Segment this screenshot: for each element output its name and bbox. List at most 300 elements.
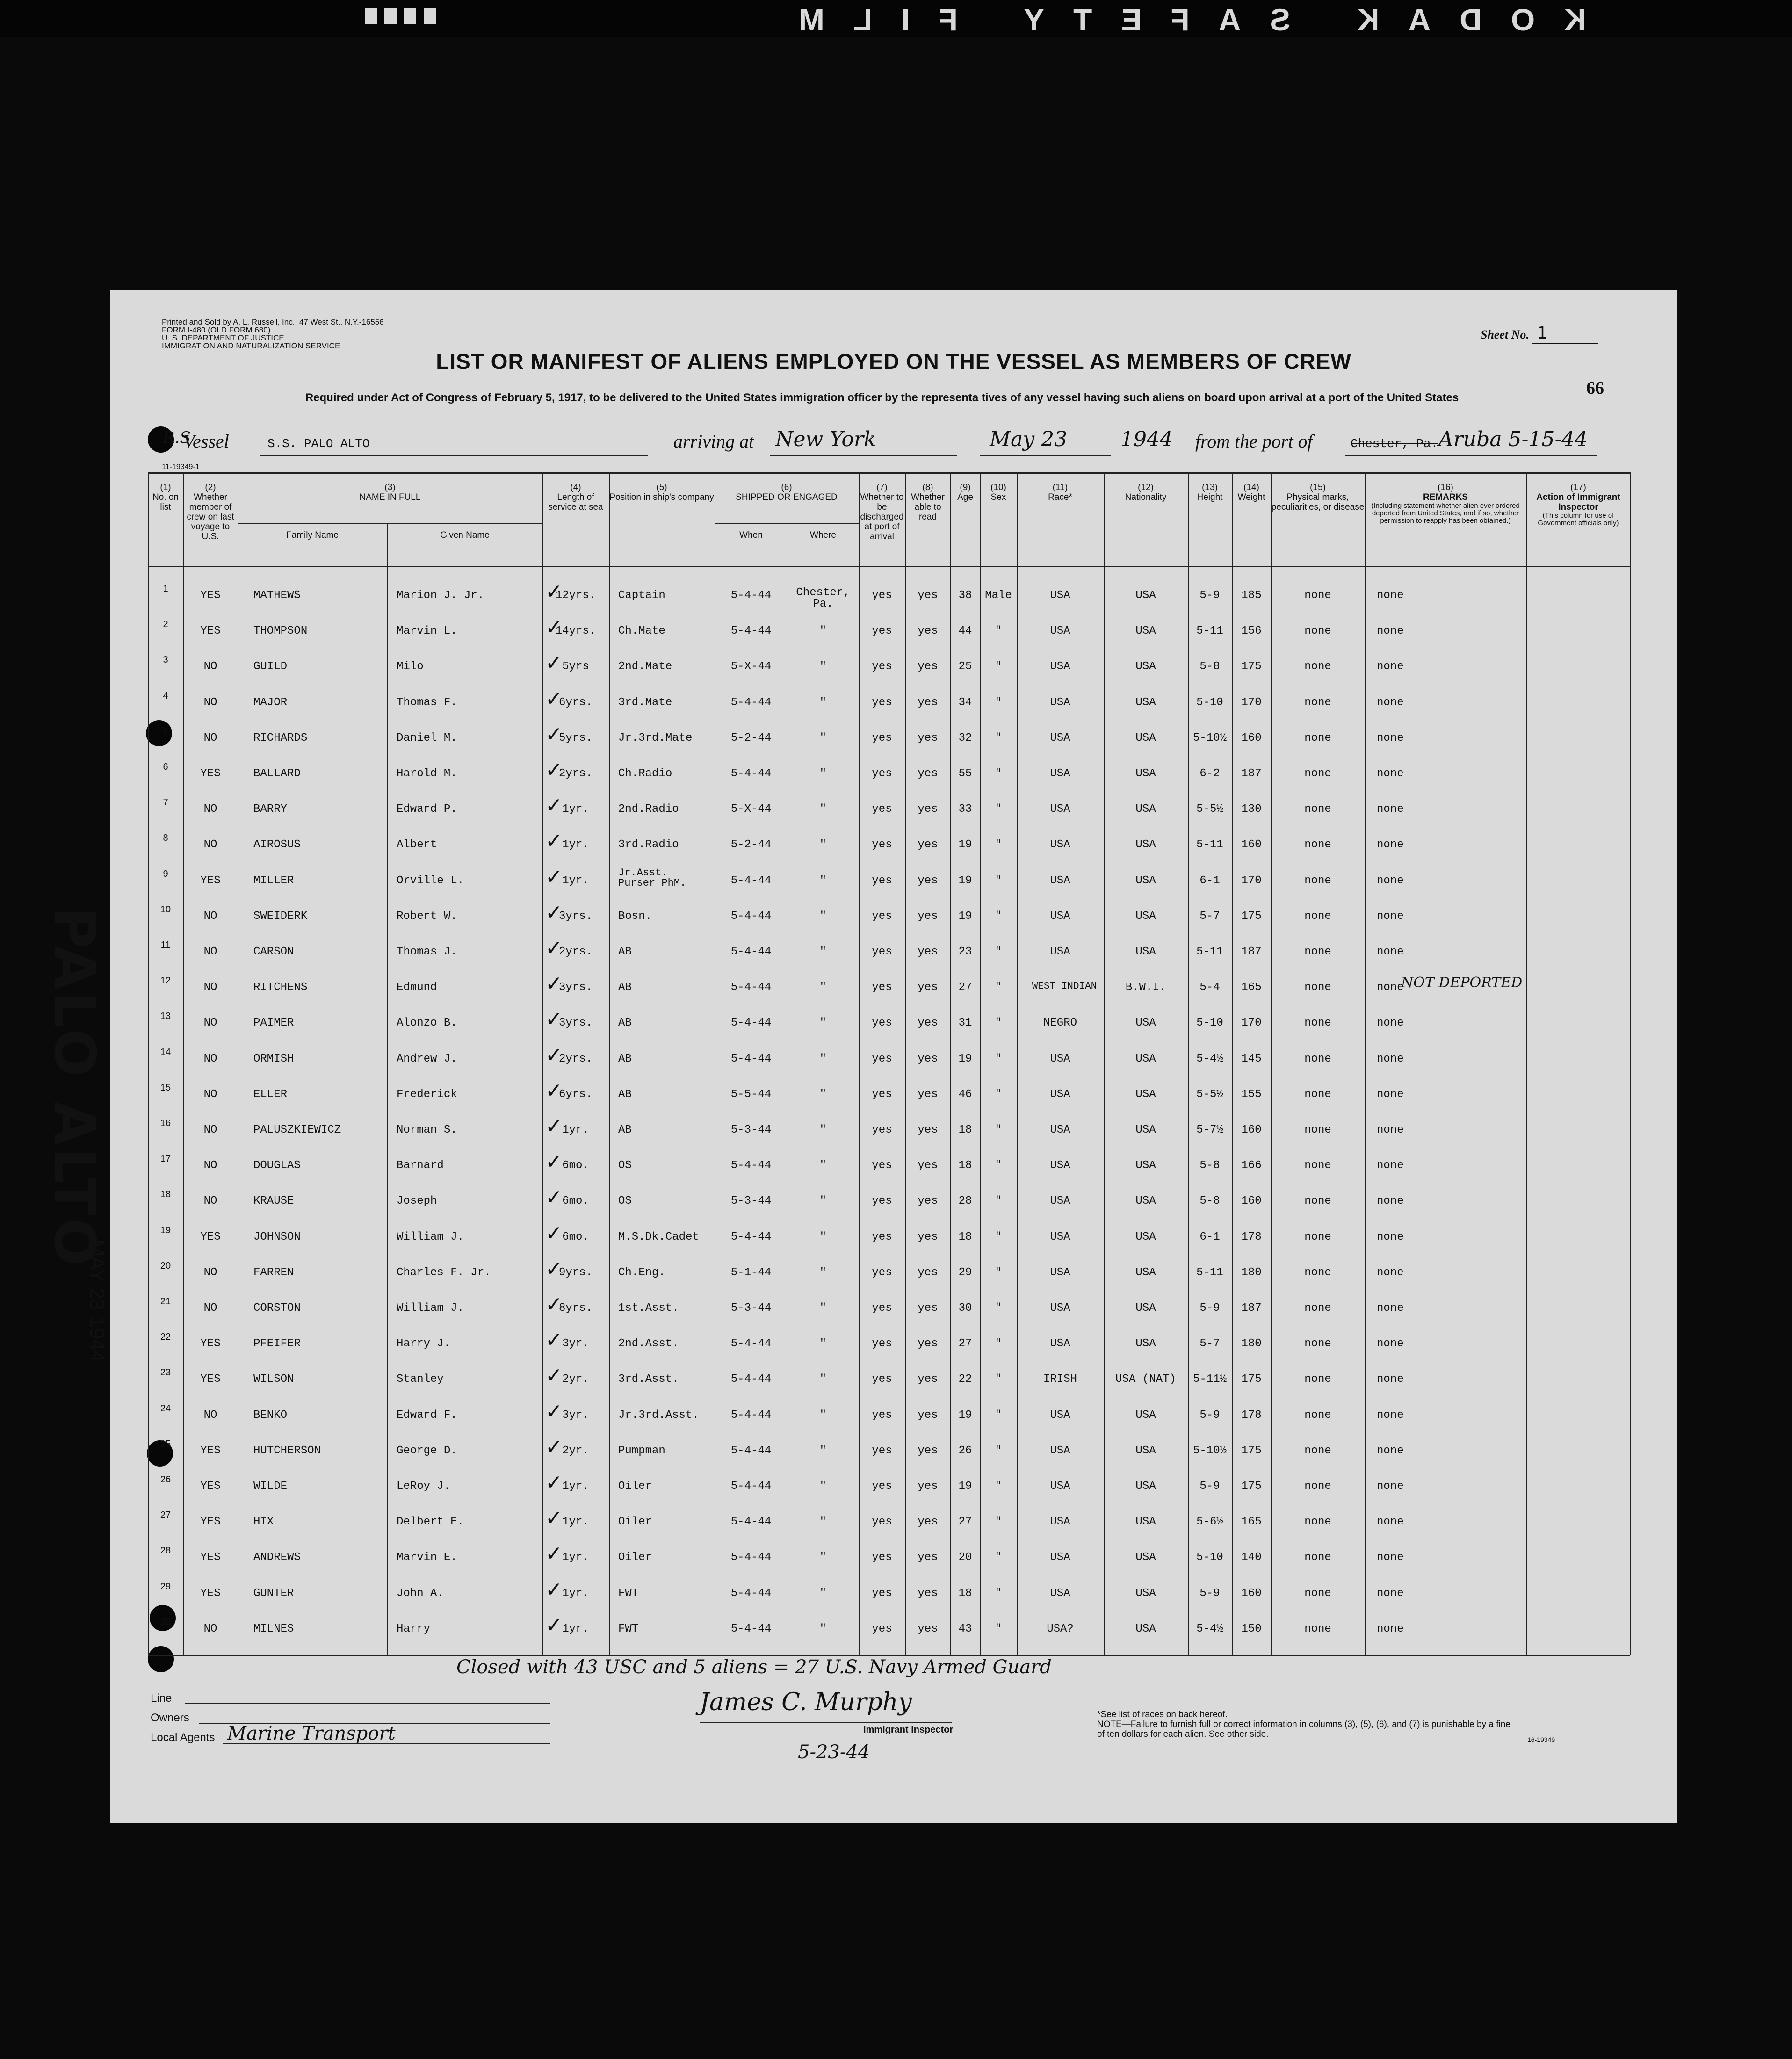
given-name-cell: Albert bbox=[397, 838, 437, 852]
race-cell: USA bbox=[1050, 1337, 1070, 1351]
shipped-when-cell: 5-4-44 bbox=[730, 1337, 772, 1351]
weight-cell: 160 bbox=[1241, 838, 1262, 852]
check-mark-icon: ✓ bbox=[545, 1577, 563, 1602]
discharged-cell: yes bbox=[872, 910, 892, 923]
nationality-cell: USA bbox=[1135, 874, 1156, 887]
age-cell: 26 bbox=[958, 1444, 972, 1457]
age-cell: 32 bbox=[958, 731, 972, 744]
family-name-cell: GUNTER bbox=[253, 1587, 294, 1600]
age-cell: 25 bbox=[958, 660, 972, 673]
discharged-cell: yes bbox=[872, 1266, 892, 1279]
sex-cell: " bbox=[995, 696, 1002, 709]
remarks-cell: none bbox=[1377, 1017, 1404, 1030]
row-number-cell: 23 bbox=[160, 1367, 171, 1378]
position-cell: Captain bbox=[618, 589, 665, 602]
row-number-cell: 21 bbox=[160, 1296, 171, 1307]
nationality-cell: USA bbox=[1135, 696, 1156, 709]
row-number-cell: 28 bbox=[160, 1546, 171, 1556]
height-cell: 5-10½ bbox=[1192, 731, 1227, 744]
discharged-cell: yes bbox=[872, 981, 892, 994]
footnote-block bbox=[1097, 1710, 1518, 1739]
discharged-cell: yes bbox=[872, 767, 892, 780]
discharged-cell: yes bbox=[872, 1230, 892, 1243]
remarks-cell: none bbox=[1377, 625, 1404, 638]
weight-cell: 175 bbox=[1241, 1444, 1262, 1457]
discharged-cell: yes bbox=[872, 1337, 892, 1351]
position-cell: AB bbox=[618, 1088, 632, 1101]
sex-cell: " bbox=[995, 731, 1002, 744]
age-cell: 33 bbox=[958, 803, 972, 816]
weight-cell: 160 bbox=[1241, 1587, 1262, 1600]
discharged-cell: yes bbox=[872, 874, 892, 887]
age-cell: 27 bbox=[958, 981, 972, 994]
weight-cell: 140 bbox=[1241, 1551, 1262, 1564]
position-cell: Jr.3rd.Mate bbox=[618, 731, 693, 744]
height-cell: 6-1 bbox=[1199, 1230, 1220, 1243]
given-name-cell: Thomas F. bbox=[397, 696, 457, 709]
shipped-where-cell: " bbox=[819, 660, 827, 673]
able-to-read-cell: yes bbox=[918, 1587, 938, 1600]
able-to-read-cell: yes bbox=[918, 1195, 938, 1208]
race-cell: USA bbox=[1050, 1444, 1070, 1457]
position-cell: AB bbox=[618, 981, 632, 994]
row-number-cell: 2 bbox=[163, 619, 168, 630]
last-voyage-cell: NO bbox=[203, 910, 217, 923]
shipped-where-cell: Chester, Pa. bbox=[796, 586, 850, 610]
physical-marks-cell: none bbox=[1304, 731, 1331, 744]
film-edge-text: KODAK SAFETY FILM bbox=[770, 2, 1586, 37]
service-length-cell: 1yr. bbox=[562, 1516, 589, 1529]
able-to-read-cell: yes bbox=[918, 1516, 938, 1529]
able-to-read-cell: yes bbox=[918, 1551, 938, 1564]
inspector-signature: James C. Murphy bbox=[700, 1688, 912, 1716]
signed-date: 5-23-44 bbox=[798, 1741, 870, 1763]
position-cell: Oiler bbox=[618, 1551, 652, 1564]
race-cell: USA bbox=[1050, 1587, 1070, 1600]
service-length-cell: 8yrs. bbox=[558, 1302, 593, 1315]
last-voyage-cell: NO bbox=[203, 731, 217, 744]
service-length-cell: 5yrs. bbox=[558, 731, 593, 744]
row-number-cell: 20 bbox=[160, 1260, 171, 1271]
service-length-cell: 2yrs. bbox=[558, 946, 593, 958]
race-cell: USA bbox=[1050, 1480, 1070, 1493]
local-agents-value: Marine Transport bbox=[227, 1723, 396, 1744]
sex-cell: " bbox=[995, 803, 1002, 816]
row-number-cell: 30 bbox=[160, 1617, 171, 1627]
nationality-cell: USA bbox=[1135, 1516, 1156, 1529]
check-mark-icon: ✓ bbox=[545, 1435, 563, 1459]
race-cell: IRISH bbox=[1043, 1373, 1077, 1386]
row-number-cell: 15 bbox=[160, 1082, 171, 1093]
sex-cell: " bbox=[995, 1444, 1002, 1457]
remarks-cell: none bbox=[1377, 1195, 1404, 1208]
position-cell: Jr.3rd.Asst. bbox=[618, 1409, 699, 1422]
shipped-where-cell: " bbox=[819, 625, 827, 638]
shipped-when-cell: 5-4-44 bbox=[730, 1159, 772, 1172]
col6-where-header: Where bbox=[810, 530, 836, 540]
physical-marks-cell: none bbox=[1304, 1409, 1331, 1422]
shipped-where-cell: " bbox=[819, 1159, 827, 1172]
shipped-where-cell: " bbox=[819, 981, 827, 994]
race-cell: USA bbox=[1050, 1230, 1070, 1243]
closing-note: Closed with 43 USC and 5 aliens = 27 U.S. Navy Armed Guard bbox=[456, 1656, 1052, 1678]
age-cell: 34 bbox=[958, 696, 972, 709]
shipped-when-cell: 5-4-44 bbox=[730, 1444, 772, 1457]
col3-given-header: Given Name bbox=[440, 530, 490, 540]
discharged-cell: yes bbox=[872, 946, 892, 958]
penalty-note: NOTE—Failure to furnish full or correct information in columns (3), (5), (6), and (7) is punishable by a fine of ten dollars for each alien. See other side. bbox=[1097, 1719, 1510, 1739]
vessel-name: S.S. PALO ALTO bbox=[267, 437, 370, 451]
shipped-where-cell: " bbox=[819, 910, 827, 923]
shipped-when-cell: 5-4-44 bbox=[730, 981, 772, 994]
given-name-cell: Barnard bbox=[397, 1159, 444, 1172]
service-length-cell: 12yrs. bbox=[555, 589, 596, 602]
race-cell: USA bbox=[1050, 1409, 1070, 1422]
remarks-cell: none bbox=[1377, 660, 1404, 673]
shipped-when-cell: 5-4-44 bbox=[730, 946, 772, 958]
age-cell: 31 bbox=[958, 1017, 972, 1030]
service-length-cell: 6yrs. bbox=[558, 1088, 593, 1101]
race-cell: USA bbox=[1050, 910, 1070, 923]
weight-cell: 145 bbox=[1241, 1052, 1262, 1065]
check-mark-icon: ✓ bbox=[545, 1506, 563, 1531]
position-cell: AB bbox=[618, 1124, 632, 1136]
weight-cell: 150 bbox=[1241, 1622, 1262, 1635]
position-cell: AB bbox=[618, 1052, 632, 1065]
weight-cell: 180 bbox=[1241, 1266, 1262, 1279]
remarks-cell: none bbox=[1377, 1266, 1404, 1279]
age-cell: 43 bbox=[958, 1622, 972, 1635]
given-name-cell: Joseph bbox=[397, 1195, 437, 1208]
sex-cell: Male bbox=[985, 589, 1012, 602]
row-number-cell: 10 bbox=[160, 904, 171, 915]
race-cell: USA? bbox=[1047, 1622, 1074, 1635]
able-to-read-cell: yes bbox=[918, 1480, 938, 1493]
check-mark-icon: ✓ bbox=[545, 900, 563, 925]
weight-cell: 175 bbox=[1241, 910, 1262, 923]
service-length-cell: 1yr. bbox=[562, 1551, 589, 1564]
shipped-when-cell: 5-X-44 bbox=[730, 660, 772, 673]
col10-header: (10) Sex bbox=[990, 483, 1006, 502]
shipped-where-cell: " bbox=[819, 1480, 827, 1493]
shipped-when-cell: 5-4-44 bbox=[730, 1587, 772, 1600]
row-number-cell: 11 bbox=[160, 940, 171, 950]
able-to-read-cell: yes bbox=[918, 1088, 938, 1101]
remarks-cell: none bbox=[1377, 1622, 1404, 1635]
service-length-cell: 1yr. bbox=[562, 838, 589, 852]
service-length-cell: 1yr. bbox=[562, 1587, 589, 1600]
service-length-cell: 2yrs. bbox=[558, 767, 593, 780]
row-number-cell: 25 bbox=[160, 1438, 171, 1449]
height-cell: 5-7½ bbox=[1196, 1124, 1223, 1136]
service-length-cell: 9yrs. bbox=[558, 1266, 593, 1279]
film-marks bbox=[365, 8, 436, 24]
shipped-where-cell: " bbox=[819, 1444, 827, 1457]
physical-marks-cell: none bbox=[1304, 838, 1331, 852]
shipped-when-cell: 5-1-44 bbox=[730, 1266, 772, 1279]
shipped-when-cell: 5-3-44 bbox=[730, 1124, 772, 1136]
sex-cell: " bbox=[995, 1052, 1002, 1065]
weight-cell: 187 bbox=[1241, 767, 1262, 780]
position-cell: 2nd.Radio bbox=[618, 803, 679, 816]
shipped-where-cell: " bbox=[819, 1551, 827, 1564]
last-voyage-cell: NO bbox=[203, 946, 217, 958]
weight-cell: 170 bbox=[1241, 696, 1262, 709]
discharged-cell: yes bbox=[872, 1587, 892, 1600]
given-name-cell: William J. bbox=[397, 1230, 464, 1243]
discharged-cell: yes bbox=[872, 1124, 892, 1136]
last-voyage-cell: NO bbox=[203, 838, 217, 852]
from-port-struck: Chester, Pa. bbox=[1351, 437, 1438, 451]
service-length-cell: 3yrs. bbox=[558, 910, 593, 923]
age-cell: 19 bbox=[958, 874, 972, 887]
sex-cell: " bbox=[995, 1480, 1002, 1493]
remarks-cell: none bbox=[1377, 838, 1404, 852]
shipped-when-cell: 5-3-44 bbox=[730, 1195, 772, 1208]
remarks-cell: none bbox=[1377, 1516, 1404, 1529]
remarks-cell: none bbox=[1377, 1444, 1404, 1457]
page-annotation: 66 bbox=[1586, 378, 1604, 398]
discharged-cell: yes bbox=[872, 1088, 892, 1101]
position-cell: Ch.Mate bbox=[618, 625, 665, 638]
service-length-cell: 2yrs. bbox=[558, 1052, 593, 1065]
shipped-when-cell: 5-4-44 bbox=[730, 767, 772, 780]
weight-cell: 160 bbox=[1241, 1195, 1262, 1208]
arriving-port: New York bbox=[775, 427, 876, 451]
age-cell: 18 bbox=[958, 1124, 972, 1136]
check-mark-icon: ✓ bbox=[545, 1043, 563, 1067]
service-length-cell: 3yrs. bbox=[558, 1017, 593, 1030]
height-cell: 6-1 bbox=[1199, 874, 1220, 887]
given-name-cell: Stanley bbox=[397, 1373, 444, 1386]
sex-cell: " bbox=[995, 1373, 1002, 1386]
able-to-read-cell: yes bbox=[918, 1337, 938, 1351]
remarks-cell: none bbox=[1377, 731, 1404, 744]
last-voyage-cell: NO bbox=[203, 1409, 217, 1422]
race-cell: USA bbox=[1050, 1195, 1070, 1208]
shipped-where-cell: " bbox=[819, 1230, 827, 1243]
race-cell: USA bbox=[1050, 838, 1070, 852]
check-mark-icon: ✓ bbox=[545, 615, 563, 640]
sheet-label: Sheet No. bbox=[1481, 328, 1529, 341]
family-name-cell: WILSON bbox=[253, 1373, 294, 1386]
sex-cell: " bbox=[995, 1266, 1002, 1279]
last-voyage-cell: YES bbox=[200, 1587, 221, 1600]
given-name-cell: Alonzo B. bbox=[397, 1017, 457, 1030]
sheet-value: 1 bbox=[1532, 324, 1598, 344]
shipped-when-cell: 5-4-44 bbox=[730, 1373, 772, 1386]
vessel-line bbox=[157, 427, 1630, 458]
last-voyage-cell: YES bbox=[200, 874, 221, 887]
shipped-when-cell: 5-4-44 bbox=[730, 1409, 772, 1422]
service-length-cell: 3yr. bbox=[562, 1337, 589, 1351]
side-date-label: MAY 23 1944 bbox=[86, 1239, 108, 1362]
inspector-action-cell: NOT DEPORTED bbox=[1401, 975, 1523, 991]
shipped-when-cell: 5-5-44 bbox=[730, 1088, 772, 1101]
last-voyage-cell: NO bbox=[203, 1195, 217, 1208]
service-length-cell: 3yr. bbox=[562, 1409, 589, 1422]
check-mark-icon: ✓ bbox=[545, 686, 563, 711]
shipped-when-cell: 5-2-44 bbox=[730, 731, 772, 744]
given-name-cell: Harry bbox=[397, 1622, 431, 1635]
nationality-cell: USA bbox=[1135, 1444, 1156, 1457]
side-vessel-label: PALO ALTO bbox=[42, 907, 107, 1269]
shipped-where-cell: " bbox=[819, 1516, 827, 1529]
height-cell: 5-10½ bbox=[1192, 1444, 1227, 1457]
check-mark-icon: ✓ bbox=[545, 1114, 563, 1138]
discharged-cell: yes bbox=[872, 1480, 892, 1493]
age-cell: 18 bbox=[958, 1587, 972, 1600]
age-cell: 19 bbox=[958, 1409, 972, 1422]
family-name-cell: MAJOR bbox=[253, 696, 288, 709]
last-voyage-cell: YES bbox=[200, 1230, 221, 1243]
given-name-cell: Daniel M. bbox=[397, 731, 457, 744]
check-mark-icon: ✓ bbox=[545, 972, 563, 996]
last-voyage-cell: YES bbox=[200, 625, 221, 638]
physical-marks-cell: none bbox=[1304, 1266, 1331, 1279]
given-name-cell: LeRoy J. bbox=[397, 1480, 451, 1493]
col15-header: (15) Physical marks, peculiarities, or disease bbox=[1271, 483, 1365, 512]
able-to-read-cell: yes bbox=[918, 696, 938, 709]
service-length-cell: 1yr. bbox=[562, 1124, 589, 1136]
position-cell: Oiler bbox=[618, 1516, 652, 1529]
col7-header: (7) Whether to be discharged at port of arrival bbox=[860, 483, 904, 542]
position-cell: OS bbox=[618, 1195, 632, 1208]
row-number-cell: 22 bbox=[160, 1332, 171, 1343]
physical-marks-cell: none bbox=[1304, 946, 1331, 958]
height-cell: 5-6½ bbox=[1196, 1516, 1223, 1529]
check-mark-icon: ✓ bbox=[545, 1185, 563, 1210]
given-name-cell: Thomas J. bbox=[397, 946, 457, 958]
last-voyage-cell: NO bbox=[203, 1124, 217, 1136]
remarks-cell: none bbox=[1377, 1230, 1404, 1243]
height-cell: 5-5½ bbox=[1196, 1088, 1223, 1101]
shipped-where-cell: " bbox=[819, 1373, 827, 1386]
given-name-cell: Norman S. bbox=[397, 1124, 457, 1136]
row-number-cell: 19 bbox=[160, 1225, 171, 1235]
shipped-when-cell: 5-4-44 bbox=[730, 1230, 772, 1243]
height-cell: 5-11 bbox=[1196, 946, 1223, 958]
service-length-cell: 5yrs bbox=[562, 660, 589, 673]
age-cell: 23 bbox=[958, 946, 972, 958]
sex-cell: " bbox=[995, 1409, 1002, 1422]
physical-marks-cell: none bbox=[1304, 981, 1331, 994]
given-name-cell: Charles F. Jr. bbox=[397, 1266, 491, 1279]
discharged-cell: yes bbox=[872, 625, 892, 638]
sex-cell: " bbox=[995, 874, 1002, 887]
family-name-cell: KRAUSE bbox=[253, 1195, 294, 1208]
nationality-cell: USA bbox=[1135, 1551, 1156, 1564]
discharged-cell: yes bbox=[872, 1516, 892, 1529]
row-number-cell: 17 bbox=[160, 1154, 171, 1164]
row-number-cell: 9 bbox=[163, 868, 168, 879]
position-cell: FWT bbox=[618, 1587, 639, 1600]
race-cell: USA bbox=[1050, 874, 1070, 887]
check-mark-icon: ✓ bbox=[545, 1257, 563, 1281]
race-cell: USA bbox=[1050, 1159, 1070, 1172]
weight-cell: 156 bbox=[1241, 625, 1262, 638]
age-cell: 28 bbox=[958, 1195, 972, 1208]
remarks-cell: none bbox=[1377, 1159, 1404, 1172]
given-name-cell: Frederick bbox=[397, 1088, 457, 1101]
given-name-cell: Marvin E. bbox=[397, 1551, 457, 1564]
height-cell: 5-5½ bbox=[1196, 803, 1223, 816]
shipped-when-cell: 5-4-44 bbox=[730, 1551, 772, 1564]
service-length-cell: 1yr. bbox=[562, 803, 589, 816]
position-cell: 1st.Asst. bbox=[618, 1302, 679, 1315]
arrival-date: May 23 bbox=[990, 427, 1068, 451]
service-length-cell: 3yrs. bbox=[558, 981, 593, 994]
nationality-cell: USA bbox=[1135, 910, 1156, 923]
discharged-cell: yes bbox=[872, 838, 892, 852]
shipped-where-cell: " bbox=[819, 1088, 827, 1101]
family-name-cell: ORMISH bbox=[253, 1052, 294, 1065]
family-name-cell: PALUSZKIEWICZ bbox=[253, 1124, 341, 1136]
check-mark-icon: ✓ bbox=[545, 829, 563, 853]
height-cell: 5-11 bbox=[1196, 1266, 1223, 1279]
remarks-cell: none bbox=[1377, 767, 1404, 780]
sex-cell: " bbox=[995, 1337, 1002, 1351]
last-voyage-cell: YES bbox=[200, 1480, 221, 1493]
discharged-cell: yes bbox=[872, 731, 892, 744]
family-name-cell: ELLER bbox=[253, 1088, 288, 1101]
shipped-when-cell: 5-4-44 bbox=[730, 625, 772, 638]
physical-marks-cell: none bbox=[1304, 803, 1331, 816]
given-name-cell: Milo bbox=[397, 660, 424, 673]
given-name-cell: Robert W. bbox=[397, 910, 457, 923]
given-name-cell: Harry J. bbox=[397, 1337, 451, 1351]
check-mark-icon: ✓ bbox=[545, 722, 563, 746]
check-mark-icon: ✓ bbox=[545, 1613, 563, 1637]
check-mark-icon: ✓ bbox=[545, 1364, 563, 1388]
row-number-cell: 12 bbox=[160, 975, 171, 986]
height-cell: 5-9 bbox=[1199, 1587, 1220, 1600]
height-cell: 5-7 bbox=[1199, 910, 1220, 923]
physical-marks-cell: none bbox=[1304, 1159, 1331, 1172]
height-cell: 5-4½ bbox=[1196, 1622, 1223, 1635]
position-cell: 3rd.Asst. bbox=[618, 1373, 679, 1386]
col1-header: (1) No. on list bbox=[152, 483, 179, 512]
remarks-cell: none bbox=[1377, 981, 1404, 994]
physical-marks-cell: none bbox=[1304, 1337, 1331, 1351]
row-number-cell: 18 bbox=[160, 1189, 171, 1200]
check-mark-icon: ✓ bbox=[545, 1078, 563, 1103]
sex-cell: " bbox=[995, 1302, 1002, 1315]
sex-cell: " bbox=[995, 981, 1002, 994]
able-to-read-cell: yes bbox=[918, 1622, 938, 1635]
age-cell: 19 bbox=[958, 1052, 972, 1065]
row-number-cell: 4 bbox=[163, 690, 168, 701]
sex-cell: " bbox=[995, 1195, 1002, 1208]
weight-cell: 180 bbox=[1241, 1337, 1262, 1351]
page-title: LIST OR MANIFEST OF ALIENS EMPLOYED ON THE VESSEL AS MEMBERS OF CREW bbox=[436, 349, 1351, 374]
owners-label: Owners bbox=[151, 1712, 189, 1724]
last-voyage-cell: NO bbox=[203, 1302, 217, 1315]
given-name-cell: Edward P. bbox=[397, 803, 457, 816]
given-name-cell: Harold M. bbox=[397, 767, 457, 780]
form-number: FORM I-480 (OLD FORM 680) bbox=[162, 325, 271, 334]
age-cell: 30 bbox=[958, 1302, 972, 1315]
position-cell: Ch.Eng. bbox=[618, 1266, 665, 1279]
age-cell: 19 bbox=[958, 910, 972, 923]
last-voyage-cell: NO bbox=[203, 1159, 217, 1172]
check-mark-icon: ✓ bbox=[545, 1007, 563, 1032]
last-voyage-cell: NO bbox=[203, 1622, 217, 1635]
position-cell: OS bbox=[618, 1159, 632, 1172]
weight-cell: 155 bbox=[1241, 1088, 1262, 1101]
arrival-year: 1944 bbox=[1120, 427, 1173, 451]
shipped-when-cell: 5-X-44 bbox=[730, 803, 772, 816]
